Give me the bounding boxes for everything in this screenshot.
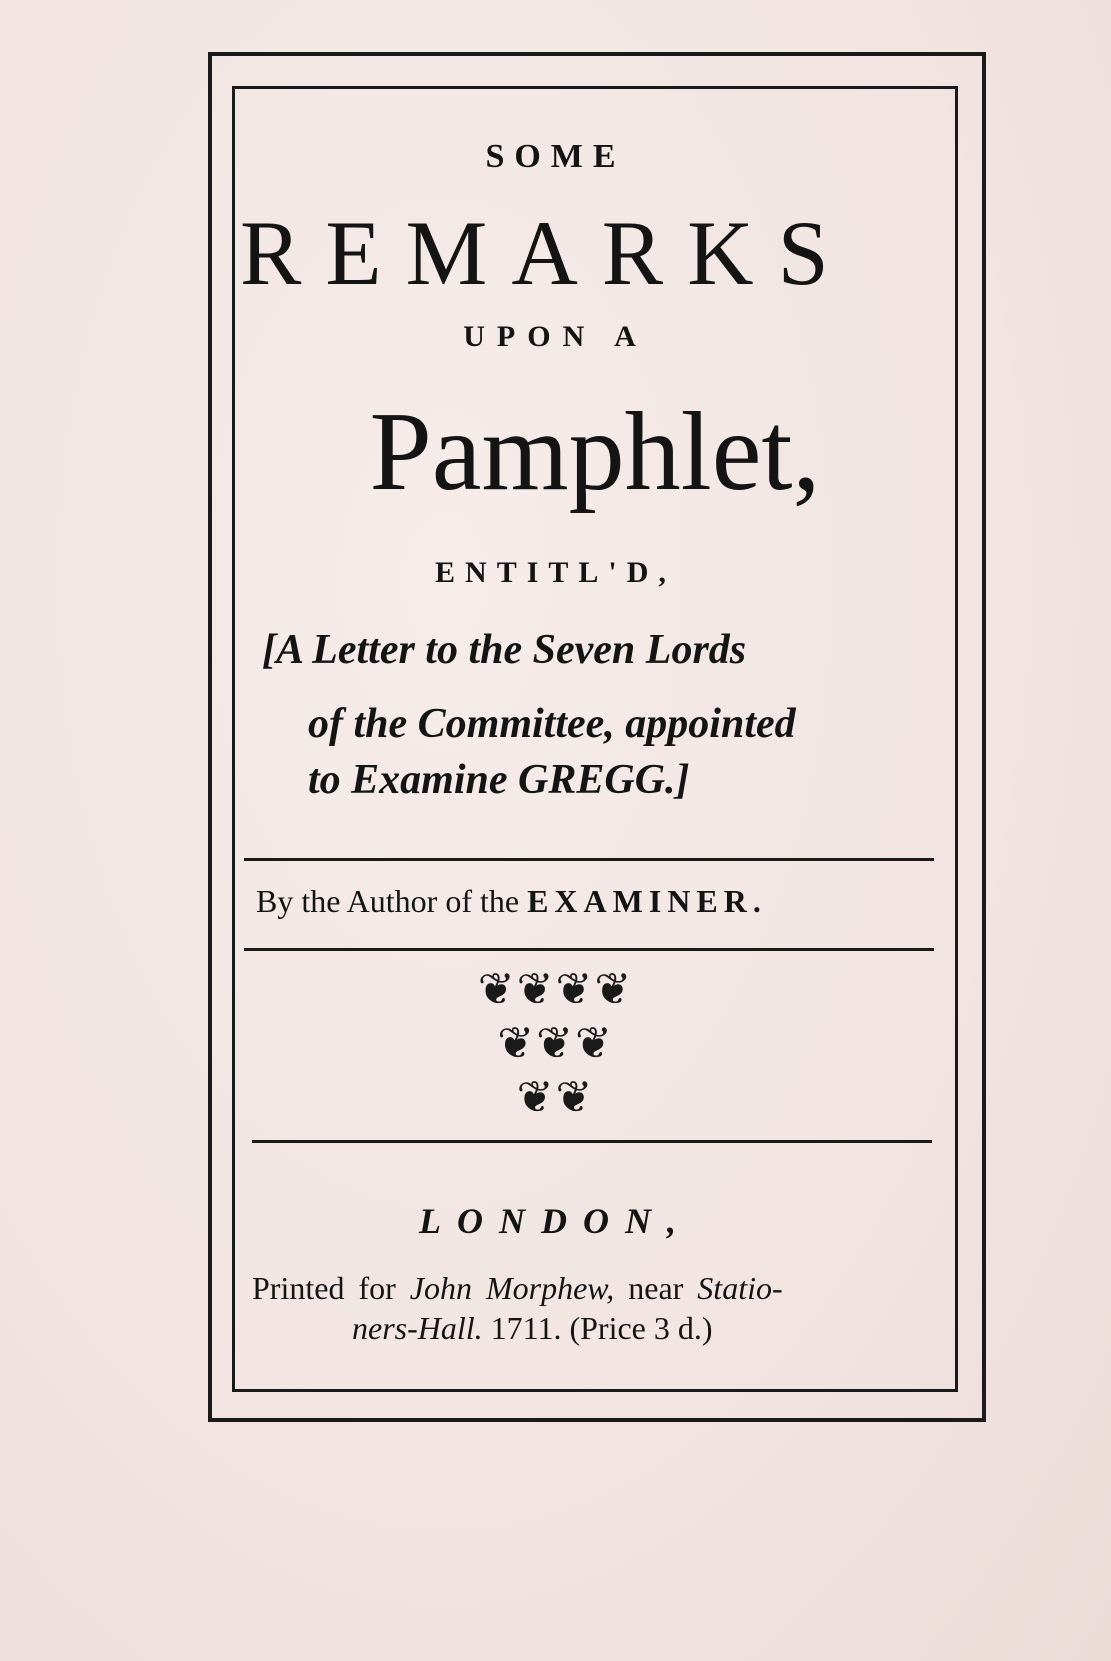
imprint-printer: John Morphew,	[409, 1270, 615, 1306]
fleuron-icon: ❦	[594, 965, 634, 1014]
imprint-line-1	[252, 1270, 952, 1307]
rule-above-imprint	[252, 1140, 932, 1143]
title-entitld: ENTITL'D,	[435, 556, 676, 589]
quoted-title-line-1: [A Letter to the Seven Lords	[262, 627, 747, 673]
quoted-title-line-2: of the Committee, appointed	[308, 701, 796, 747]
byline-prefix: By the Author of the	[256, 883, 520, 919]
imprint-place-part-2: ners-Hall.	[352, 1310, 483, 1346]
ornament-row-2	[0, 1019, 1111, 1068]
title-remarks: REMARKS	[240, 202, 853, 304]
byline	[256, 883, 956, 920]
rule-above-byline	[244, 858, 934, 861]
title-upon-a: UPON A	[463, 320, 648, 353]
ornament-row-3	[0, 1073, 1111, 1122]
fleuron-icon: ❦	[555, 1073, 595, 1122]
imprint-place-part-1: Statio-	[697, 1270, 783, 1306]
fleuron-icon: ❦	[516, 965, 556, 1014]
fleuron-icon: ❦	[477, 965, 517, 1014]
ornament-row-1	[0, 965, 1111, 1014]
fleuron-icon: ❦	[497, 1019, 537, 1068]
rule-below-byline	[244, 948, 934, 951]
fleuron-icon: ❦	[536, 1019, 575, 1068]
fleuron-icon: ❦	[574, 1019, 614, 1068]
fleuron-icon: ❦	[555, 965, 595, 1014]
imprint-near: near	[628, 1270, 684, 1306]
byline-author: EXAMINER.	[527, 883, 767, 919]
title-some: SOME	[485, 138, 626, 175]
title-pamphlet: Pamphlet,	[369, 390, 821, 514]
imprint-price: (Price 3 d.)	[569, 1310, 713, 1346]
fleuron-icon: ❦	[516, 1073, 556, 1122]
imprint-year: 1711.	[490, 1310, 562, 1346]
imprint-city: LONDON,	[419, 1201, 692, 1241]
imprint-printed-for: Printed for	[252, 1270, 396, 1306]
quoted-title-line-3: to Examine GREGG.]	[308, 757, 690, 803]
imprint-line-2	[352, 1310, 952, 1347]
